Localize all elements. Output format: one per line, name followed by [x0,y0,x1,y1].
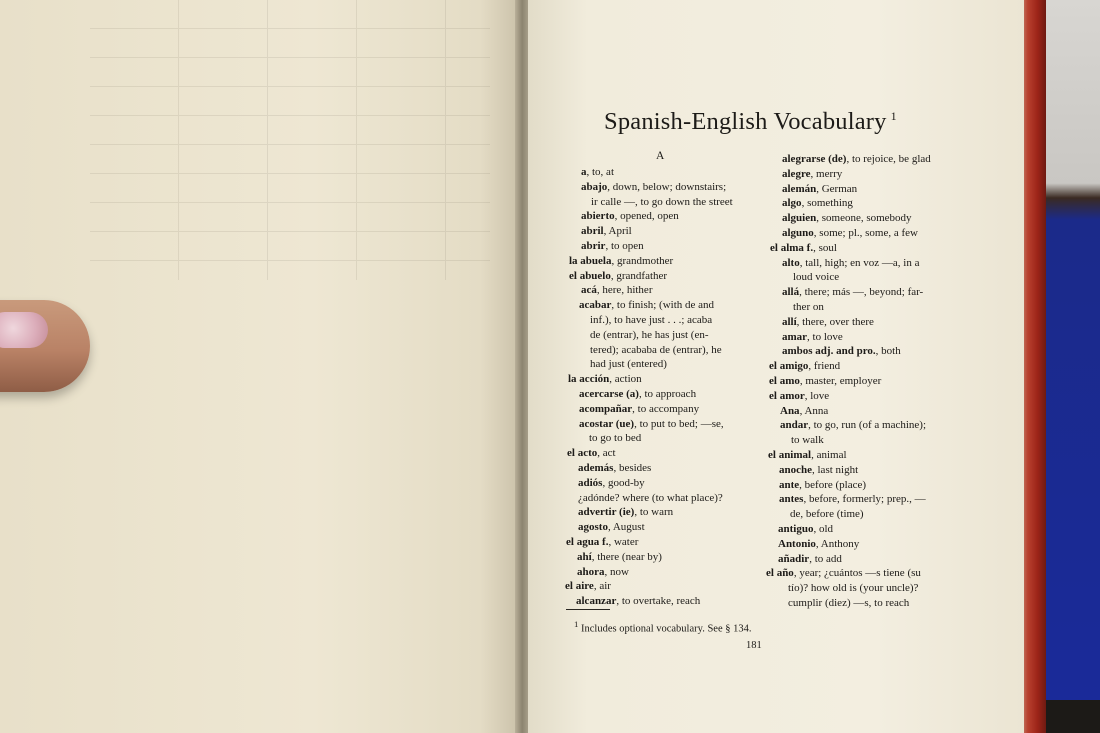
vocab-entry: de, before (time) [790,508,864,521]
footnote-rule [566,609,610,610]
footnote-text: Includes optional vocabulary. See § 134. [581,623,752,635]
vocab-entry: acabar, to finish; (with de and [579,299,715,312]
vocab-entry: adiós, good-by [578,476,645,489]
section-letter: A [656,150,665,162]
vocab-entry: to walk [791,434,824,447]
vocab-entry: tío)? how old is (your uncle)? [788,582,919,595]
vocab-entry: alegre, merry [782,167,843,180]
vocab-entry: alto, tall, high; en voz —a, in a [782,256,920,269]
vocab-entry: antes, before, formerly; prep., — [779,493,926,506]
vocab-entry: el agua f., water [566,535,639,548]
vocab-entry: ahí, there (near by) [577,550,662,563]
vocab-entry: el abuelo, grandfather [569,269,668,282]
vocab-entry: el año, year; ¿cuántos —s tiene (su [766,567,921,580]
vocab-entry: alguien, someone, somebody [782,212,912,225]
vocab-entry: abrir, to open [581,239,644,252]
vocab-entry: acá, here, hither [581,284,653,297]
vocab-entry: allá, there; más —, beyond; far- [782,286,924,299]
vocab-entry: abril, April [581,225,632,238]
vocab-entry: la acción, action [568,373,642,386]
vocab-entry: Ana, Anna [780,404,829,417]
vocab-entry: antiguo, old [778,522,834,535]
footnote [574,619,751,635]
footnote-mark: 1 [574,619,579,629]
vocab-entry: el animal, animal [768,448,847,461]
vocab-entry: ahora, now [577,565,629,578]
thumbnail-painted [0,312,48,348]
page-number: 181 [746,640,762,651]
vocab-entry: a, to, at [581,166,614,178]
vocab-entry: abajo, down, below; downstairs; [581,180,727,193]
vocab-entry: el amor, love [769,389,830,402]
vocab-entry: allí, there, over there [782,315,874,328]
vocab-entry: además, besides [578,461,652,474]
vocab-entry: inf.), to have just . . .; acaba [590,313,713,326]
vocab-entry: alcanzar, to overtake, reach [576,595,701,608]
vocab-entry: agosto, August [578,521,645,534]
vocab-entry: cumplir (diez) —s, to reach [788,596,910,609]
vocab-entry: ante, before (place) [779,478,867,491]
background-right [1040,0,1100,733]
vocab-entry: añadir, to add [778,552,842,565]
vocab-entry: la abuela, grandmother [569,254,674,267]
vocab-entry: advertir (ie), to warn [578,506,674,519]
vocab-entry: andar, to go, run (of a machine); [780,419,927,432]
vocab-entry: abierto, opened, open [581,210,679,223]
vocab-entry: acompañar, to accompany [579,402,700,415]
vocab-entry: ther on [793,300,824,313]
vocab-entry: Antonio, Anthony [778,537,860,550]
vocab-entry: el amo, master, employer [769,374,882,387]
vocab-entry: amar, to love [782,330,843,343]
vocab-entry: acostar (ue), to put to bed; —se, [579,417,724,430]
vocab-entry: el aire, air [565,580,611,593]
vocab-entry: tered); acababa de (entrar), he [590,343,722,356]
vocab-entry: ambos adj. and pro., both [782,345,901,358]
vocab-entry: ¿adónde? where (to what place)? [578,491,723,504]
page-title [604,108,944,136]
vocab-entry: alguno, some; pl., some, a few [782,226,918,239]
vocab-entry: anoche, last night [779,463,859,476]
vocab-entry: acercarse (a), to approach [579,387,697,400]
vocab-column-right [764,152,964,611]
vocab-entry: alemán, German [782,182,858,195]
vocab-entry: el amigo, friend [769,360,841,373]
show-through-text [90,0,490,280]
vocab-entry: loud voice [793,271,840,284]
page-title-text: Spanish-English Vocabulary [604,108,887,135]
vocab-entry: de (entrar), he has just (en- [590,328,709,341]
thumb [0,300,90,392]
vocab-entry: algo, something [782,197,853,210]
vocab-entry: alegrarse (de), to rejoice, be glad [782,153,931,165]
title-footnote-mark: 1 [890,108,897,123]
vocab-entry: had just (entered) [590,358,667,371]
vocab-column-left [562,165,762,609]
vocab-entry: ir calle —, to go down the street [591,195,733,208]
vocab-entry: to go to bed [589,432,642,445]
vocab-entry: el alma f., soul [770,241,837,254]
vocab-entry: el acto, act [567,447,616,460]
